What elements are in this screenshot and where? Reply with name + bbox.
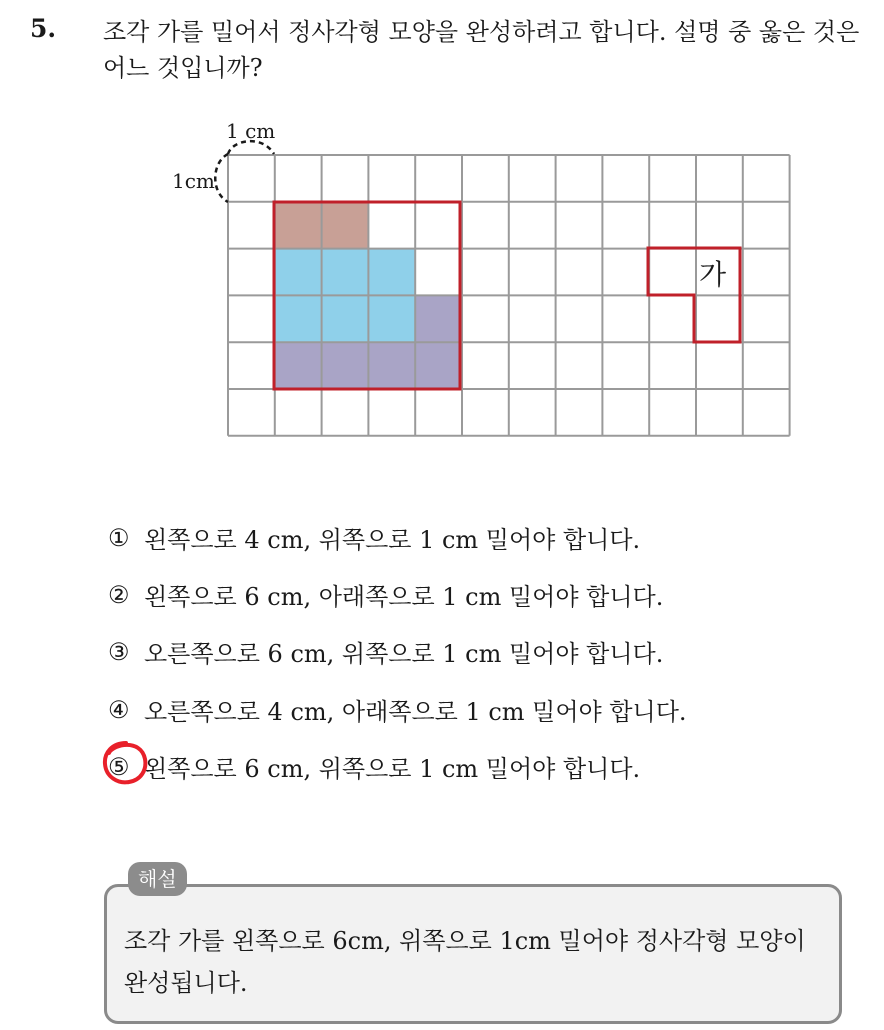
unit-label-left: 1cm <box>172 169 215 193</box>
choice-3[interactable] <box>108 634 663 669</box>
brown-cell <box>321 202 368 249</box>
choice-number: ④ <box>108 695 130 724</box>
blue-cell <box>321 296 368 343</box>
piece-ga-label: 가 <box>699 258 727 291</box>
purple-cell <box>415 296 462 343</box>
blue-cell <box>321 249 368 296</box>
blue-cell <box>274 249 321 296</box>
choice-1[interactable] <box>108 520 640 555</box>
question-number: 5. <box>30 14 57 43</box>
choice-text: 오른쪽으로 4 cm, 아래쪽으로 1 cm 밀어야 합니다. <box>144 698 687 726</box>
unit-arc-top <box>228 141 274 154</box>
purple-cell <box>321 343 368 390</box>
grid-lines <box>228 155 790 436</box>
choice-number: ⑤ <box>108 752 130 781</box>
choice-number: ③ <box>108 637 130 666</box>
blue-cell <box>274 296 321 343</box>
choice-2[interactable] <box>108 577 663 612</box>
choice-number: ① <box>108 523 130 552</box>
choice-text: 왼쪽으로 4 cm, 위쪽으로 1 cm 밀어야 합니다. <box>144 526 641 554</box>
grid-figure <box>0 0 884 460</box>
purple-cell <box>368 343 415 390</box>
choice-text: 왼쪽으로 6 cm, 아래쪽으로 1 cm 밀어야 합니다. <box>144 583 664 611</box>
unit-arc-left <box>215 154 228 202</box>
brown-cell <box>274 202 321 249</box>
unit-label-top: 1 cm <box>226 119 276 143</box>
purple-cell <box>415 343 462 390</box>
choice-text: 왼쪽으로 6 cm, 위쪽으로 1 cm 밀어야 합니다. <box>144 755 641 783</box>
choice-number: ② <box>108 580 130 609</box>
blue-cell <box>368 296 415 343</box>
solution-text: 조각 가를 왼쪽으로 6cm, 위쪽으로 1cm 밀어야 정사각형 모양이 완성됩니다. <box>124 927 806 997</box>
question-text: 조각 가를 밀어서 정사각형 모양을 완성하려고 합니다. 설명 중 옳은 것은 어느 것입니까? <box>103 18 860 82</box>
choice-4[interactable] <box>108 692 687 727</box>
purple-cell <box>274 343 321 390</box>
choice-5[interactable] <box>108 749 640 784</box>
choice-text: 오른쪽으로 6 cm, 위쪽으로 1 cm 밀어야 합니다. <box>144 640 664 668</box>
solution-tag: 해설 <box>128 862 187 896</box>
blue-cell <box>368 249 415 296</box>
answer-circle-mark <box>100 737 152 789</box>
